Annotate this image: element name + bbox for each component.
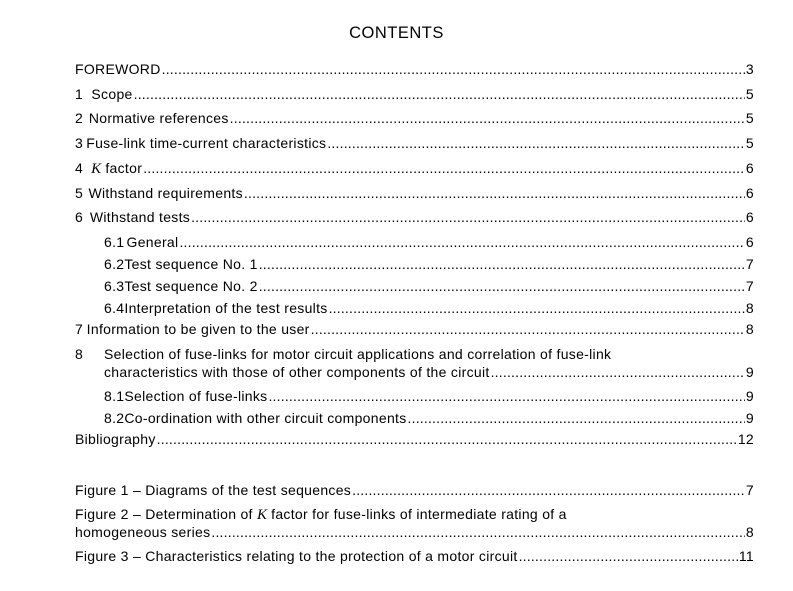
toc-entry-label: Information to be given to the user bbox=[86, 321, 310, 337]
toc-entry-foreword[interactable] bbox=[75, 60, 754, 78]
dot-leader bbox=[244, 184, 745, 202]
toc-figure-label-pre: Figure 2 – Determination of bbox=[75, 506, 257, 522]
dot-leader bbox=[311, 320, 745, 338]
dot-leader bbox=[352, 481, 745, 499]
toc-page-number: 6 bbox=[745, 160, 754, 176]
toc-page-number: 5 bbox=[745, 86, 754, 102]
toc-entry-selection-fuse-links-motor[interactable] bbox=[104, 363, 754, 381]
page-title: CONTENTS bbox=[349, 24, 444, 42]
toc-page-number: 6 bbox=[745, 185, 754, 201]
k-symbol: K bbox=[256, 507, 267, 523]
toc-entry-coordination[interactable] bbox=[104, 409, 754, 427]
toc-page-number: 11 bbox=[738, 548, 754, 564]
toc-page-number: 8 bbox=[745, 524, 754, 540]
toc-entry-number: 4 bbox=[75, 160, 84, 176]
toc-figure-3[interactable] bbox=[75, 547, 754, 565]
toc-entry-number: 6.4 bbox=[104, 300, 125, 316]
toc-entry-label: Test sequence No. 1 bbox=[124, 256, 258, 272]
toc-entry-number: 7 bbox=[75, 321, 84, 337]
toc-figure-2-line1[interactable] bbox=[75, 505, 567, 524]
toc-entry-label: Co-ordination with other circuit components bbox=[124, 410, 407, 426]
toc-entry-number: 6.3 bbox=[104, 278, 125, 294]
dot-leader bbox=[179, 233, 744, 251]
toc-figure-2[interactable] bbox=[75, 523, 754, 541]
toc-page-number: 6 bbox=[745, 209, 754, 225]
toc-page-number: 5 bbox=[745, 110, 754, 126]
dot-leader bbox=[191, 208, 745, 226]
dot-leader bbox=[143, 159, 745, 177]
toc-figure-label: Figure 1 – Diagrams of the test sequences bbox=[75, 482, 352, 498]
dot-leader bbox=[259, 277, 745, 295]
dot-leader bbox=[259, 255, 745, 273]
toc-entry-information-user[interactable] bbox=[75, 320, 754, 338]
toc-entry-number: 1 bbox=[75, 86, 84, 102]
dot-leader bbox=[329, 299, 745, 317]
toc-entry-label bbox=[91, 159, 142, 178]
toc-entry-label: Withstand tests bbox=[89, 209, 191, 225]
dot-leader bbox=[211, 523, 745, 541]
toc-entry-number: 8.2 bbox=[104, 410, 125, 426]
toc-entry-label-line2: characteristics with those of other components of the circuit bbox=[104, 364, 490, 380]
toc-page-number: 7 bbox=[745, 482, 754, 498]
toc-page-number: 8 bbox=[745, 321, 754, 337]
toc-entry-label: Selection of fuse-links bbox=[124, 388, 268, 404]
toc-entry-number: 8.1 bbox=[104, 388, 125, 404]
toc-page-number: 5 bbox=[745, 135, 754, 151]
toc-entry-number: 6 bbox=[75, 209, 84, 225]
toc-entry-time-current[interactable] bbox=[75, 134, 754, 152]
k-symbol: K bbox=[91, 161, 102, 177]
toc-entry-normative-references[interactable] bbox=[75, 109, 754, 127]
toc-entry-general[interactable] bbox=[104, 233, 754, 251]
toc-entry-label: FOREWORD bbox=[75, 61, 161, 77]
toc-entry-withstand-requirements[interactable] bbox=[75, 184, 754, 202]
toc-entry-label: Fuse-link time-current characteristics bbox=[86, 135, 327, 151]
toc-figure-label: Figure 3 – Characteristics relating to the protection of a motor circuit bbox=[75, 548, 518, 564]
toc-entry-label: Interpretation of the test results bbox=[124, 300, 328, 316]
toc-page-number: 7 bbox=[745, 278, 754, 294]
dot-leader bbox=[519, 547, 738, 565]
toc-entry-test-sequence-1[interactable] bbox=[104, 255, 754, 273]
toc-entry-label: Normative references bbox=[88, 110, 229, 126]
toc-entry-withstand-tests[interactable] bbox=[75, 208, 754, 226]
toc-page-number: 7 bbox=[745, 256, 754, 272]
toc-entry-number: 6.1 bbox=[104, 234, 125, 250]
toc-entry-scope[interactable] bbox=[75, 85, 754, 103]
dot-leader bbox=[408, 409, 745, 427]
dot-leader bbox=[134, 85, 745, 103]
toc-entry-number: 3 bbox=[75, 135, 84, 151]
toc-figure-label-line2: homogeneous series bbox=[75, 524, 211, 540]
toc-page-number: 8 bbox=[745, 300, 754, 316]
dot-leader bbox=[157, 430, 737, 448]
toc-entry-test-sequence-2[interactable] bbox=[104, 277, 754, 295]
toc-page-number: 9 bbox=[745, 410, 754, 426]
toc-entry-label: Bibliography bbox=[75, 431, 156, 447]
toc-entry-label-rest: factor bbox=[101, 160, 143, 176]
toc-entry-number: 6.2 bbox=[104, 256, 125, 272]
toc-entry-number: 2 bbox=[75, 110, 84, 126]
toc-entry-selection-fuse-links[interactable] bbox=[104, 387, 754, 405]
toc-page-number: 9 bbox=[745, 388, 754, 404]
toc-entry-k-factor[interactable] bbox=[75, 159, 754, 178]
toc-entry-bibliography[interactable] bbox=[75, 430, 754, 448]
toc-entry-label-line1[interactable]: Selection of fuse-links for motor circuit applications and correlation of fuse-link bbox=[104, 346, 612, 362]
toc-entry-label: Scope bbox=[91, 86, 133, 102]
toc-entry-label: Withstand requirements bbox=[88, 185, 243, 201]
toc-figure-label-post: factor for fuse-links of intermediate rating of a bbox=[266, 506, 567, 522]
toc-entry-number: 5 bbox=[75, 185, 84, 201]
dot-leader bbox=[268, 387, 744, 405]
dot-leader bbox=[230, 109, 745, 127]
dot-leader bbox=[162, 60, 745, 78]
toc-entry-label: Test sequence No. 2 bbox=[124, 278, 258, 294]
toc-figure-1[interactable] bbox=[75, 481, 754, 499]
toc-page-number: 6 bbox=[745, 234, 754, 250]
toc-entry-label: General bbox=[126, 234, 179, 250]
dot-leader bbox=[491, 363, 745, 381]
dot-leader bbox=[327, 134, 745, 152]
toc-page-number: 9 bbox=[745, 364, 754, 380]
toc-page-number: 3 bbox=[745, 61, 754, 77]
toc-page-number: 12 bbox=[737, 431, 754, 447]
toc-entry-number: 8 bbox=[75, 346, 84, 362]
toc-entry-interpretation[interactable] bbox=[104, 299, 754, 317]
